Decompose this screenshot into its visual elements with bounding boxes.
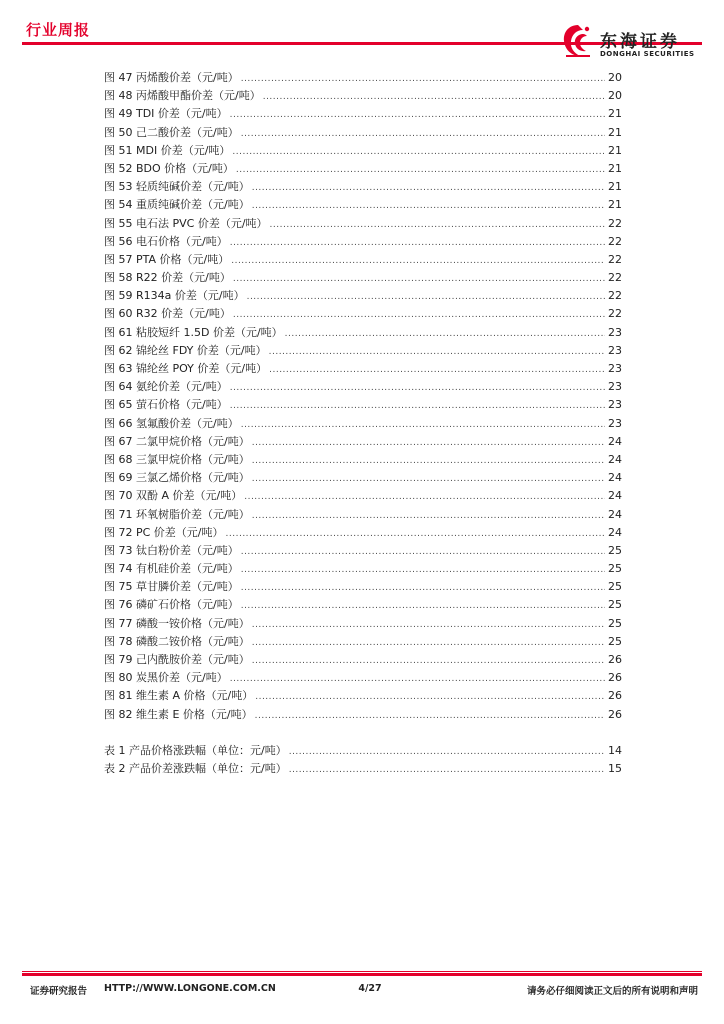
toc-entry-page: 24 bbox=[608, 471, 622, 485]
toc-entry[interactable] bbox=[104, 760, 622, 778]
toc-entry-label: 图 60 R32 价差（元/吨） bbox=[104, 307, 231, 321]
toc-entry[interactable] bbox=[104, 305, 622, 323]
toc-entry[interactable] bbox=[104, 269, 622, 287]
toc-dot-leader bbox=[263, 88, 605, 106]
toc-entry[interactable] bbox=[104, 251, 622, 269]
toc-dot-leader bbox=[233, 306, 605, 324]
toc-entry-label: 图 72 PC 价差（元/吨） bbox=[104, 525, 224, 539]
toc-entry-label: 图 78 磷酸二铵价格（元/吨） bbox=[104, 634, 250, 648]
toc-entry-page: 22 bbox=[608, 234, 622, 248]
toc-entry-page: 23 bbox=[608, 343, 622, 357]
toc-entry-label: 图 66 氢氟酸价差（元/吨） bbox=[104, 416, 239, 430]
toc-entry[interactable] bbox=[104, 578, 622, 596]
toc-entry-page: 22 bbox=[608, 271, 622, 285]
toc-dot-leader bbox=[233, 270, 605, 288]
toc-entry[interactable] bbox=[104, 542, 622, 560]
footer-website-link[interactable]: HTTP://WWW.LONGONE.COM.CN bbox=[104, 983, 276, 994]
toc-entry-label: 图 82 维生素 E 价格（元/吨） bbox=[104, 707, 253, 721]
logo-chinese-name: 东海证券 bbox=[600, 32, 680, 52]
toc-entry[interactable] bbox=[104, 69, 622, 87]
toc-entry-page: 24 bbox=[608, 525, 622, 539]
toc-entry-page: 15 bbox=[608, 761, 622, 775]
footer-divider-thin bbox=[22, 971, 702, 972]
toc-dot-leader bbox=[252, 616, 605, 634]
toc-dot-leader bbox=[252, 452, 605, 470]
logo-english-name: DONGHAI SECURITIES bbox=[600, 50, 695, 58]
toc-entry[interactable] bbox=[104, 160, 622, 178]
toc-dot-leader bbox=[230, 397, 605, 415]
toc-entry[interactable] bbox=[104, 105, 622, 123]
toc-entry-label: 表 2 产品价差涨跌幅（单位：元/吨） bbox=[104, 761, 287, 775]
toc-entry-page: 25 bbox=[608, 580, 622, 594]
toc-dot-leader bbox=[230, 234, 605, 252]
company-logo bbox=[560, 22, 705, 60]
toc-entry-page: 23 bbox=[608, 325, 622, 339]
toc-entry-label: 图 61 粘胶短纤 1.5D 价差（元/吨） bbox=[104, 325, 283, 339]
toc-entry[interactable] bbox=[104, 596, 622, 614]
toc-entry[interactable] bbox=[104, 560, 622, 578]
toc-dot-leader bbox=[252, 434, 605, 452]
toc-entry-label: 图 79 己内酰胺价差（元/吨） bbox=[104, 653, 250, 666]
toc-entry-label: 图 58 R22 价差（元/吨） bbox=[104, 271, 231, 285]
toc-entry-label: 图 68 三氯甲烷价格（元/吨） bbox=[104, 452, 250, 466]
dragon-logo-icon bbox=[560, 22, 596, 60]
toc-entry[interactable] bbox=[104, 142, 622, 160]
toc-entry-label: 图 59 R134a 价差（元/吨） bbox=[104, 289, 245, 303]
toc-entry[interactable] bbox=[104, 524, 622, 542]
toc-dot-leader bbox=[269, 361, 605, 379]
toc-entry-page: 21 bbox=[608, 161, 622, 175]
toc-entry[interactable] bbox=[104, 487, 622, 505]
toc-entry-page: 22 bbox=[608, 252, 622, 266]
toc-entry-label: 图 47 丙烯酸价差（元/吨） bbox=[104, 71, 239, 84]
toc-entry-page: 23 bbox=[608, 380, 622, 394]
toc-entry[interactable] bbox=[104, 651, 622, 669]
toc-entry-page: 26 bbox=[608, 707, 622, 721]
toc-entry[interactable] bbox=[104, 396, 622, 414]
toc-dot-leader bbox=[289, 743, 605, 761]
toc-dot-leader bbox=[252, 179, 605, 197]
toc-dot-leader bbox=[247, 288, 605, 306]
toc-entry-label: 图 76 磷矿石价格（元/吨） bbox=[104, 598, 239, 612]
toc-entry-page: 23 bbox=[608, 416, 622, 430]
toc-entry-page: 25 bbox=[608, 616, 622, 630]
toc-entry-page: 20 bbox=[608, 89, 622, 103]
toc-entry[interactable] bbox=[104, 324, 622, 342]
toc-entry-label: 图 69 三氯乙烯价格（元/吨） bbox=[104, 471, 250, 485]
toc-entry-page: 25 bbox=[608, 598, 622, 612]
toc-entry-page: 24 bbox=[608, 452, 622, 466]
toc-entry-label: 图 51 MDI 价差（元/吨） bbox=[104, 143, 231, 157]
toc-dot-leader bbox=[241, 597, 605, 615]
toc-entry[interactable] bbox=[104, 124, 622, 142]
toc-entry[interactable] bbox=[104, 415, 622, 433]
toc-dot-leader bbox=[241, 543, 605, 561]
toc-dot-leader bbox=[252, 470, 605, 488]
toc-dot-leader bbox=[252, 634, 605, 652]
toc-entry[interactable] bbox=[104, 615, 622, 633]
toc-entry[interactable] bbox=[104, 378, 622, 396]
toc-entry-page: 26 bbox=[608, 671, 622, 685]
footer-divider bbox=[22, 973, 702, 976]
page-header bbox=[0, 0, 724, 60]
toc-entry-page: 21 bbox=[608, 143, 622, 157]
toc-entry-page: 25 bbox=[608, 634, 622, 648]
toc-dot-leader bbox=[285, 325, 605, 343]
toc-entry[interactable] bbox=[104, 178, 622, 196]
toc-entry-label: 图 80 炭黑价差（元/吨） bbox=[104, 671, 228, 685]
table-list bbox=[104, 742, 622, 778]
toc-dot-leader bbox=[230, 379, 605, 397]
toc-entry-page: 26 bbox=[608, 653, 622, 666]
toc-entry[interactable] bbox=[104, 669, 622, 687]
toc-entry-page: 25 bbox=[608, 562, 622, 576]
toc-dot-leader bbox=[241, 125, 605, 143]
toc-dot-leader bbox=[226, 525, 605, 543]
toc-entry[interactable] bbox=[104, 687, 622, 705]
toc-entry[interactable] bbox=[104, 233, 622, 251]
toc-entry-page: 26 bbox=[608, 689, 622, 703]
toc-dot-leader bbox=[236, 161, 605, 179]
toc-entry[interactable] bbox=[104, 360, 622, 378]
toc-entry-label: 图 81 维生素 A 价格（元/吨） bbox=[104, 689, 254, 703]
toc-entry-label: 图 65 萤石价格（元/吨） bbox=[104, 398, 228, 412]
toc-entry[interactable] bbox=[104, 433, 622, 451]
toc-entry-label: 图 48 丙烯酸甲酯价差（元/吨） bbox=[104, 89, 261, 103]
toc-entry-label: 图 62 锦纶丝 FDY 价差（元/吨） bbox=[104, 343, 267, 357]
toc-entry-label: 图 52 BDO 价格（元/吨） bbox=[104, 161, 234, 175]
toc-entry-page: 23 bbox=[608, 398, 622, 412]
toc-entry-page: 21 bbox=[608, 198, 622, 212]
toc-entry[interactable] bbox=[104, 87, 622, 105]
toc-entry[interactable] bbox=[104, 506, 622, 524]
toc-entry-page: 22 bbox=[608, 216, 622, 230]
toc-dot-leader bbox=[255, 707, 605, 725]
toc-entry-label: 图 57 PTA 价格（元/吨） bbox=[104, 252, 230, 266]
toc-dot-leader bbox=[252, 197, 605, 215]
list-spacer bbox=[104, 724, 622, 742]
table-of-contents bbox=[104, 69, 622, 778]
toc-entry-page: 21 bbox=[608, 125, 622, 139]
toc-entry[interactable] bbox=[104, 633, 622, 651]
toc-entry-page: 14 bbox=[608, 743, 622, 757]
toc-entry-label: 图 70 双酚 A 价差（元/吨） bbox=[104, 489, 243, 503]
toc-entry-page: 24 bbox=[608, 489, 622, 503]
toc-entry[interactable] bbox=[104, 469, 622, 487]
toc-dot-leader bbox=[269, 343, 605, 361]
toc-dot-leader bbox=[244, 488, 605, 506]
toc-dot-leader bbox=[241, 70, 605, 88]
toc-entry-label: 图 64 氨纶价差（元/吨） bbox=[104, 380, 228, 394]
toc-dot-leader bbox=[231, 252, 605, 270]
toc-entry-label: 图 56 电石价格（元/吨） bbox=[104, 234, 228, 248]
toc-dot-leader bbox=[230, 106, 605, 124]
toc-entry-label: 图 55 电石法 PVC 价差（元/吨） bbox=[104, 216, 268, 230]
toc-entry-label: 图 73 钛白粉价差（元/吨） bbox=[104, 543, 239, 557]
toc-entry-page: 21 bbox=[608, 107, 622, 121]
figure-list bbox=[104, 69, 622, 724]
toc-entry-page: 22 bbox=[608, 289, 622, 303]
toc-entry-label: 图 63 锦纶丝 POY 价差（元/吨） bbox=[104, 362, 268, 375]
toc-entry-label: 图 50 己二酸价差（元/吨） bbox=[104, 125, 239, 139]
toc-entry-page: 23 bbox=[608, 362, 622, 375]
toc-entry-label: 图 53 轻质纯碱价差（元/吨） bbox=[104, 180, 250, 194]
toc-entry-label: 图 75 草甘膦价差（元/吨） bbox=[104, 580, 239, 594]
toc-entry[interactable] bbox=[104, 287, 622, 305]
toc-entry-label: 图 71 环氧树脂价差（元/吨） bbox=[104, 507, 250, 521]
toc-dot-leader bbox=[241, 416, 605, 434]
toc-entry-page: 20 bbox=[608, 71, 622, 84]
toc-entry-page: 21 bbox=[608, 180, 622, 194]
toc-entry-page: 22 bbox=[608, 307, 622, 321]
page-footer bbox=[0, 965, 724, 1005]
toc-dot-leader bbox=[232, 143, 605, 161]
toc-dot-leader bbox=[241, 579, 605, 597]
toc-entry[interactable] bbox=[104, 742, 622, 760]
toc-entry-label: 图 49 TDI 价差（元/吨） bbox=[104, 107, 228, 121]
toc-entry-label: 图 54 重质纯碱价差（元/吨） bbox=[104, 198, 250, 212]
toc-entry[interactable] bbox=[104, 342, 622, 360]
toc-entry[interactable] bbox=[104, 451, 622, 469]
toc-dot-leader bbox=[270, 216, 605, 234]
toc-entry-page: 24 bbox=[608, 434, 622, 448]
footer-page-number: 4/27 bbox=[358, 983, 382, 994]
footer-report-type: 证券研究报告 bbox=[30, 986, 88, 997]
toc-dot-leader bbox=[252, 507, 605, 525]
footer-disclaimer: 请务必仔细阅读正文后的所有说明和声明 bbox=[526, 986, 698, 997]
toc-dot-leader bbox=[230, 670, 605, 688]
toc-dot-leader bbox=[241, 561, 605, 579]
toc-entry-label: 图 74 有机硅价差（元/吨） bbox=[104, 562, 239, 576]
report-category-title: 行业周报 bbox=[26, 21, 91, 39]
toc-entry-label: 表 1 产品价格涨跌幅（单位：元/吨） bbox=[104, 743, 287, 757]
toc-entry[interactable] bbox=[104, 706, 622, 724]
toc-dot-leader bbox=[289, 761, 605, 779]
toc-entry[interactable] bbox=[104, 215, 622, 233]
toc-entry-page: 24 bbox=[608, 507, 622, 521]
toc-entry[interactable] bbox=[104, 196, 622, 214]
toc-dot-leader bbox=[252, 652, 605, 670]
toc-entry-page: 25 bbox=[608, 543, 622, 557]
toc-dot-leader bbox=[255, 688, 605, 706]
toc-entry-label: 图 67 二氯甲烷价格（元/吨） bbox=[104, 434, 250, 448]
toc-entry-label: 图 77 磷酸一铵价格（元/吨） bbox=[104, 616, 250, 630]
